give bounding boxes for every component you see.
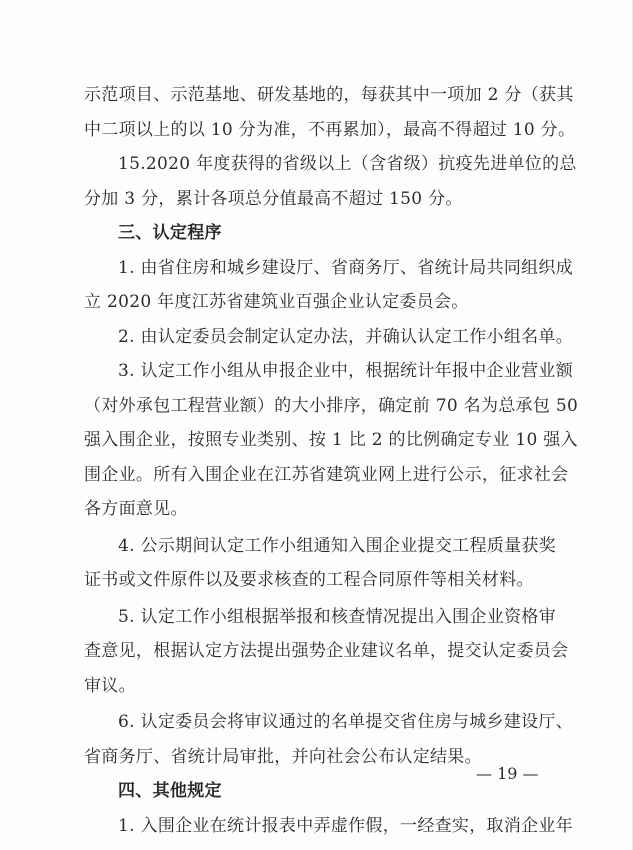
- body-text-line: 1. 由省住房和城乡建设厅、省商务厅、省统计局共同组织成: [118, 257, 574, 278]
- body-text-line: 5. 认定工作小组根据举报和核查情况提出入围企业资格审: [118, 606, 556, 627]
- section-heading: 三、认定程序: [118, 223, 222, 243]
- document-body: [84, 78, 579, 843]
- body-text-line: 查意见，根据认定方法提出强势企业建议名单，提交认定委员会: [84, 641, 569, 661]
- body-text-line: 6. 认定委员会将审议通过的名单提交省住房与城乡建设厅、: [118, 712, 574, 732]
- body-text-line: 证书或文件原件以及要求核查的工程合同原件等相关材料。: [84, 570, 534, 590]
- body-text-line: 各方面意见。: [84, 499, 188, 519]
- body-text-line: 省商务厅、省统计局审批，并向社会公布认定结果。: [84, 746, 482, 767]
- body-text-line: 4. 公示期间认定工作小组通知入围企业提交工程质量获奖: [118, 535, 556, 556]
- section-heading: 四、其他规定: [118, 781, 222, 801]
- body-text-line: 3. 认定工作小组从申报企业中，根据统计年报中企业营业额: [118, 361, 574, 381]
- page-number: — 19 —: [476, 764, 539, 783]
- body-text-line: 分加 3 分，累计各项总分值最高不超过 150 分。: [84, 188, 463, 209]
- body-text-line: （对外承包工程营业额）的大小排序，确定前 70 名为总承包 50: [84, 395, 579, 416]
- body-text-line: 强入围企业，按照专业类别、按 1 比 2 的比例确定专业 10 强入: [84, 430, 578, 450]
- body-text-line: 立 2020 年度江苏省建筑业百强企业认定委员会。: [84, 292, 469, 312]
- body-text-line: 中二项以上的以 10 分为准，不再累加），最高不得超过 10 分。: [84, 119, 576, 140]
- body-text-line: 2. 由认定委员会制定认定办法，并确认认定工作小组名单。: [118, 326, 574, 347]
- body-text-line: 1. 入围企业在统计报表中弄虚作假，一经查实，取消企业年: [118, 815, 574, 836]
- body-text-line: 围企业。所有入围企业在江苏省建筑业网上进行公示，征求社会: [84, 464, 569, 485]
- body-text-line: 15.2020 年度获得的省级以上（含省级）抗疫先进单位的总: [118, 154, 577, 174]
- body-text-line: 示范项目、示范基地、研发基地的，每获其中一项加 2 分（获其: [84, 85, 574, 105]
- body-text-line: 审议。: [84, 675, 136, 696]
